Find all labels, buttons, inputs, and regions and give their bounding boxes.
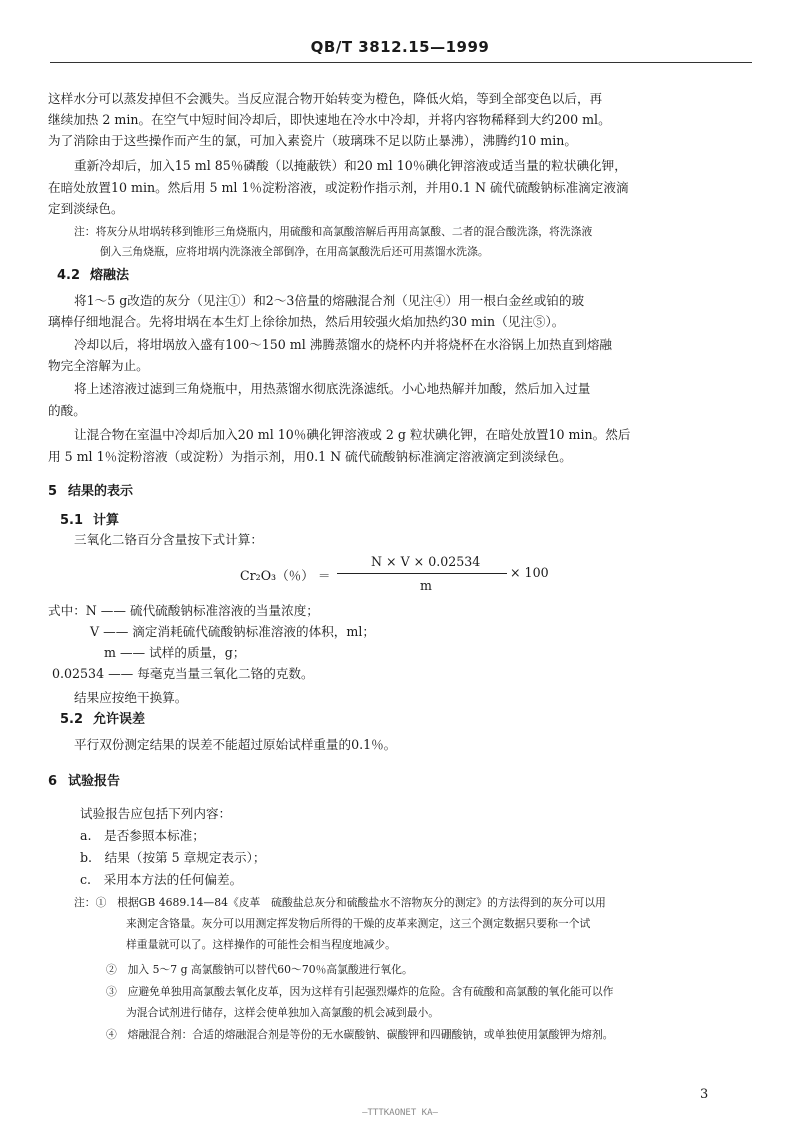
footnote-1-cont: 来测定含铬量。灰分可以用测定挥发物后所得的干燥的皮革来测定，这三个测定数据只要称一个试 — [126, 917, 591, 930]
paragraph-line: 这样水分可以蒸发掉但不会溅失。当反应混合物开始转变为橙色，降低火焰，等到全部变色以后，再 — [48, 91, 603, 106]
note-line: 倒入三角烧瓶，应将坩埚内洗涤液全部倒净，在用高氯酸洗后还可用蒸馏水洗涤。 — [100, 245, 489, 258]
report-item-c: c. 采用本方法的任何偏差。 — [80, 872, 243, 887]
header-divider — [50, 62, 752, 63]
formula-denominator: m — [420, 578, 432, 593]
section-number-5-2: 5.2 — [60, 712, 84, 727]
section-number-5: 5 — [48, 484, 58, 499]
paragraph-line: 璃棒仔细地混合。先将坩埚在本生灯上徐徐加热，然后用较强火焰加热约30 min（见注⑤）。 — [48, 314, 565, 329]
report-item-a: a. 是否参照本标准； — [80, 828, 205, 843]
formula-lhs: Cr₂O₃（％） ＝ — [240, 568, 331, 583]
section-number-5-1: 5.1 — [60, 513, 84, 528]
note-line: 注：将灰分从坩埚转移到锥形三角烧瓶内，用硫酸和高氯酸溶解后再用高氯酸、二者的混合酸洗涤，将洗涤液 — [74, 225, 593, 238]
footnote-1-cont: 样重量就可以了。这样操作的可能性会相当程度地减少。 — [126, 938, 396, 951]
paragraph-line: 将1～5 g改造的灰分（见注①）和2～3倍量的熔融混合剂（见注④）用一根白金丝或铂的玻 — [74, 293, 585, 308]
calculation-intro: 三氧化二铬百分含量按下式计算： — [74, 532, 263, 547]
report-intro: 试验报告应包括下列内容： — [80, 806, 232, 821]
section-title-5: 结果的表示 — [68, 484, 134, 499]
paragraph-line: 在暗处放置10 min。然后用 5 ml 1％淀粉溶液，或淀粉作指示剂，并用0.1 N 硫代硫酸钠标准滴定液滴 — [48, 180, 629, 195]
section-title-6: 试验报告 — [68, 774, 121, 789]
footnote-3: ③ 应避免单独用高氯酸去氧化皮革，因为这样有引起强烈爆炸的危险。含有硫酸和高氯酸的氧化能可以作 — [106, 985, 614, 998]
formula-numerator: N × V × 0.02534 — [371, 554, 481, 569]
paragraph-line: 的酸。 — [48, 403, 86, 418]
report-item-b: b. 结果（按第 5 章规定表示）； — [80, 850, 266, 865]
fraction-bar — [337, 573, 507, 574]
paragraph-line: 冷却以后，将坩埚放入盛有100～150 ml 沸腾蒸馏水的烧杯内并将烧杯在水浴锅上加热直到熔融 — [74, 337, 613, 352]
section-number-4-2: 4.2 — [57, 268, 81, 283]
variable-definition: 式中：N —— 硫代硫酸钠标准溶液的当量浓度； — [48, 603, 319, 618]
paragraph-line: 重新冷却后，加入15 ml 85％磷酸（以掩蔽铁）和20 ml 10％碘化钾溶液或适当量的粒状碘化钾， — [74, 158, 627, 173]
footnote-3-cont: 为混合试剂进行储存，这样会使单独加入高氯酸的机会减到最小。 — [126, 1006, 440, 1019]
paragraph-line: 为了消除由于这些操作而产生的氯，可加入素瓷片（玻璃珠不足以防止暴沸），沸腾约10 min。 — [48, 133, 577, 148]
paragraph-line: 将上述溶液过滤到三角烧瓶中，用热蒸馏水彻底洗涤滤纸。小心地热解并加酸，然后加入过量 — [74, 381, 591, 396]
footer-watermark: —TTTKAONET KA— — [362, 1108, 438, 1118]
footnote-4: ④ 熔融混合剂：合适的熔融混合剂是等份的无水碳酸钠、碳酸钾和四硼酸钠，或单独使用氯酸钾为熔剂。 — [106, 1028, 614, 1041]
footnote-1: 注：① 根据GB 4689.14—84《皮革 硫酸盐总灰分和硫酸盐水不溶物灰分的测定》的方法得到的灰分可以用 — [74, 896, 606, 909]
section-title-5-1: 计算 — [93, 513, 120, 528]
variable-definition: V —— 滴定消耗硫代硫酸钠标准溶液的体积，ml； — [90, 624, 375, 639]
paragraph-line: 让混合物在室温中冷却后加入20 ml 10％碘化钾溶液或 2 g 粒状碘化钾，在暗处放置10 min。然后 — [74, 427, 631, 442]
result-note: 结果应按绝干换算。 — [74, 690, 188, 705]
variable-definition: m —— 试样的质量，g； — [104, 645, 246, 660]
standard-number-header: QB/T 3812.15—1999 — [310, 38, 490, 56]
section-title-5-2: 允许误差 — [93, 712, 146, 727]
paragraph-line: 定到淡绿色。 — [48, 201, 124, 216]
paragraph-line: 物完全溶解为止。 — [48, 358, 149, 373]
paragraph-line: 继续加热 2 min。在空气中短时间冷却后，即快速地在冷水中冷却，并将内容物稀释到大约200 ml。 — [48, 112, 611, 127]
formula-multiplier: × 100 — [510, 565, 549, 580]
section-number-6: 6 — [48, 774, 58, 789]
section-title-4-2: 熔融法 — [90, 268, 130, 283]
variable-definition: 0.02534 —— 每毫克当量三氧化二铬的克数。 — [52, 666, 314, 681]
tolerance-text: 平行双份测定结果的误差不能超过原始试样重量的0.1％。 — [74, 737, 397, 752]
page-number: 3 — [700, 1087, 709, 1102]
footnote-2: ② 加入 5～7 g 高氯酸钠可以替代60～70％高氯酸进行氧化。 — [106, 963, 413, 976]
paragraph-line: 用 5 ml 1％淀粉溶液（或淀粉）为指示剂，用0.1 N 硫代硫酸钠标准滴定溶液滴定到淡绿色。 — [48, 449, 572, 464]
